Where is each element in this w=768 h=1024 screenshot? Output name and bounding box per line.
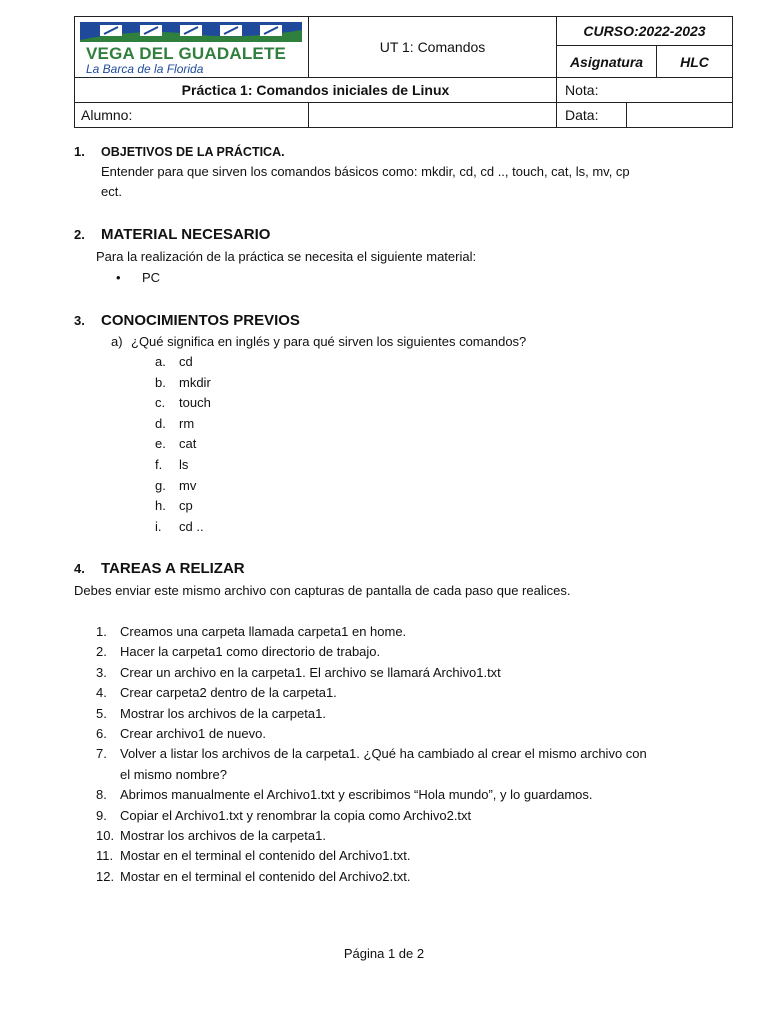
command-list-item: ls	[179, 457, 189, 472]
logo-banner-icon	[80, 22, 302, 44]
unit-title: UT 1: Comandos	[309, 17, 557, 78]
course-year: CURSO:2022-2023	[557, 17, 733, 46]
task-item: Copiar el Archivo1.txt y renombrar la copia como Archivo2.txt	[120, 807, 472, 823]
command-list-item: mv	[179, 477, 197, 493]
section-3-question: ¿Qué significa en inglés y para qué sirven los siguientes comandos?	[131, 334, 527, 349]
section-2-title: MATERIAL NECESARIO	[101, 226, 271, 243]
command-list-item: cp	[179, 498, 193, 514]
task-marker: 5.	[96, 705, 107, 721]
task-marker: 12.	[96, 868, 115, 884]
section-1-text-line1: Entender para que sirven los comandos básicos como: mkdir, cd, cd .., touch, cat, ls, mv, cp	[101, 164, 630, 179]
task-marker: 1.	[96, 624, 107, 639]
school-logo-cell	[75, 17, 309, 78]
task-item: Volver a listar los archivos de la carpeta1. ¿Qué ha cambiado al crear el mismo archivo con	[120, 746, 647, 762]
section-3-number: 3.	[74, 313, 85, 328]
task-item: Crear carpeta2 dentro de la carpeta1.	[120, 685, 337, 701]
command-list-item: cd ..	[179, 518, 204, 534]
section-3-question-marker: a)	[111, 334, 123, 349]
bullet-icon: •	[116, 270, 121, 285]
task-item: Creamos una carpeta llamada carpeta1 en home.	[120, 624, 407, 639]
section-2-bullet-item: PC	[142, 270, 161, 285]
section-4-intro: Debes enviar este mismo archivo con capturas de pantalla de cada paso que realices.	[74, 583, 571, 598]
date-label: Data:	[557, 103, 627, 128]
task-item: Mostar en el terminal el contenido del Archivo2.txt.	[120, 868, 411, 884]
command-list-item: cat	[179, 436, 197, 452]
section-1-title: OBJETIVOS DE LA PRÁCTICA.	[101, 145, 285, 159]
task-item: Crear archivo1 de nuevo.	[120, 726, 266, 741]
task-marker: 7.	[96, 746, 107, 762]
section-3-title: CONOCIMIENTOS PREVIOS	[101, 312, 300, 329]
task-item: Hacer la carpeta1 como directorio de trabajo.	[120, 644, 381, 660]
task-marker: 11.	[96, 848, 114, 864]
command-list-item: mkdir	[179, 374, 211, 390]
logo-subtitle: La Barca de la Florida	[86, 62, 204, 76]
command-list-marker: i.	[155, 518, 162, 534]
section-2-number: 2.	[74, 227, 85, 242]
command-list-marker: d.	[155, 415, 166, 431]
student-label: Alumno:	[75, 103, 309, 128]
task-marker: 3.	[96, 664, 107, 680]
task-item: Crear un archivo en la carpeta1. El archivo se llamará Archivo1.txt	[120, 664, 501, 680]
section-4-title: TAREAS A RELIZAR	[101, 560, 245, 577]
task-marker: 4.	[96, 685, 107, 701]
task-item: Mostrar los archivos de la carpeta1.	[120, 828, 326, 843]
section-1-number: 1.	[74, 144, 85, 159]
task-item: el mismo nombre?	[120, 766, 227, 782]
command-list-item: touch	[179, 395, 211, 411]
task-marker: 8.	[96, 787, 107, 803]
page-number: Página 1 de 2	[343, 946, 425, 961]
command-list-marker: f.	[155, 457, 163, 472]
command-list-item: cd	[179, 354, 193, 369]
school-logo	[80, 22, 302, 76]
subject-value: HLC	[657, 46, 733, 78]
task-marker: 10.	[96, 828, 115, 843]
student-name-field[interactable]	[309, 103, 557, 128]
section-2-text: Para la realización de la práctica se necesita el siguiente material:	[96, 249, 477, 264]
practice-title: Práctica 1: Comandos iniciales de Linux	[75, 78, 557, 103]
command-list-item: rm	[179, 415, 195, 431]
header-table	[74, 16, 733, 128]
task-marker: 9.	[96, 807, 107, 823]
command-list-marker: b.	[155, 374, 166, 390]
task-marker: 2.	[96, 644, 107, 660]
grade-label: Nota:	[557, 78, 733, 103]
command-list-marker: h.	[155, 498, 166, 514]
task-item: Mostar en el terminal el contenido del Archivo1.txt.	[120, 848, 411, 864]
section-4-number: 4.	[74, 561, 85, 576]
subject-label: Asignatura	[557, 46, 657, 78]
command-list-marker: g.	[155, 477, 166, 493]
task-item: Mostrar los archivos de la carpeta1.	[120, 705, 326, 721]
command-list-marker: a.	[155, 354, 166, 369]
date-field[interactable]	[627, 103, 733, 128]
task-item: Abrimos manualmente el Archivo1.txt y escribimos “Hola mundo”, y lo guardamos.	[120, 787, 593, 803]
logo-title: VEGA DEL GUADALETE	[86, 44, 287, 63]
command-list-marker: e.	[155, 436, 166, 452]
command-list-marker: c.	[155, 395, 166, 411]
section-1-text-line2: ect.	[101, 184, 122, 199]
task-marker: 6.	[96, 726, 107, 741]
